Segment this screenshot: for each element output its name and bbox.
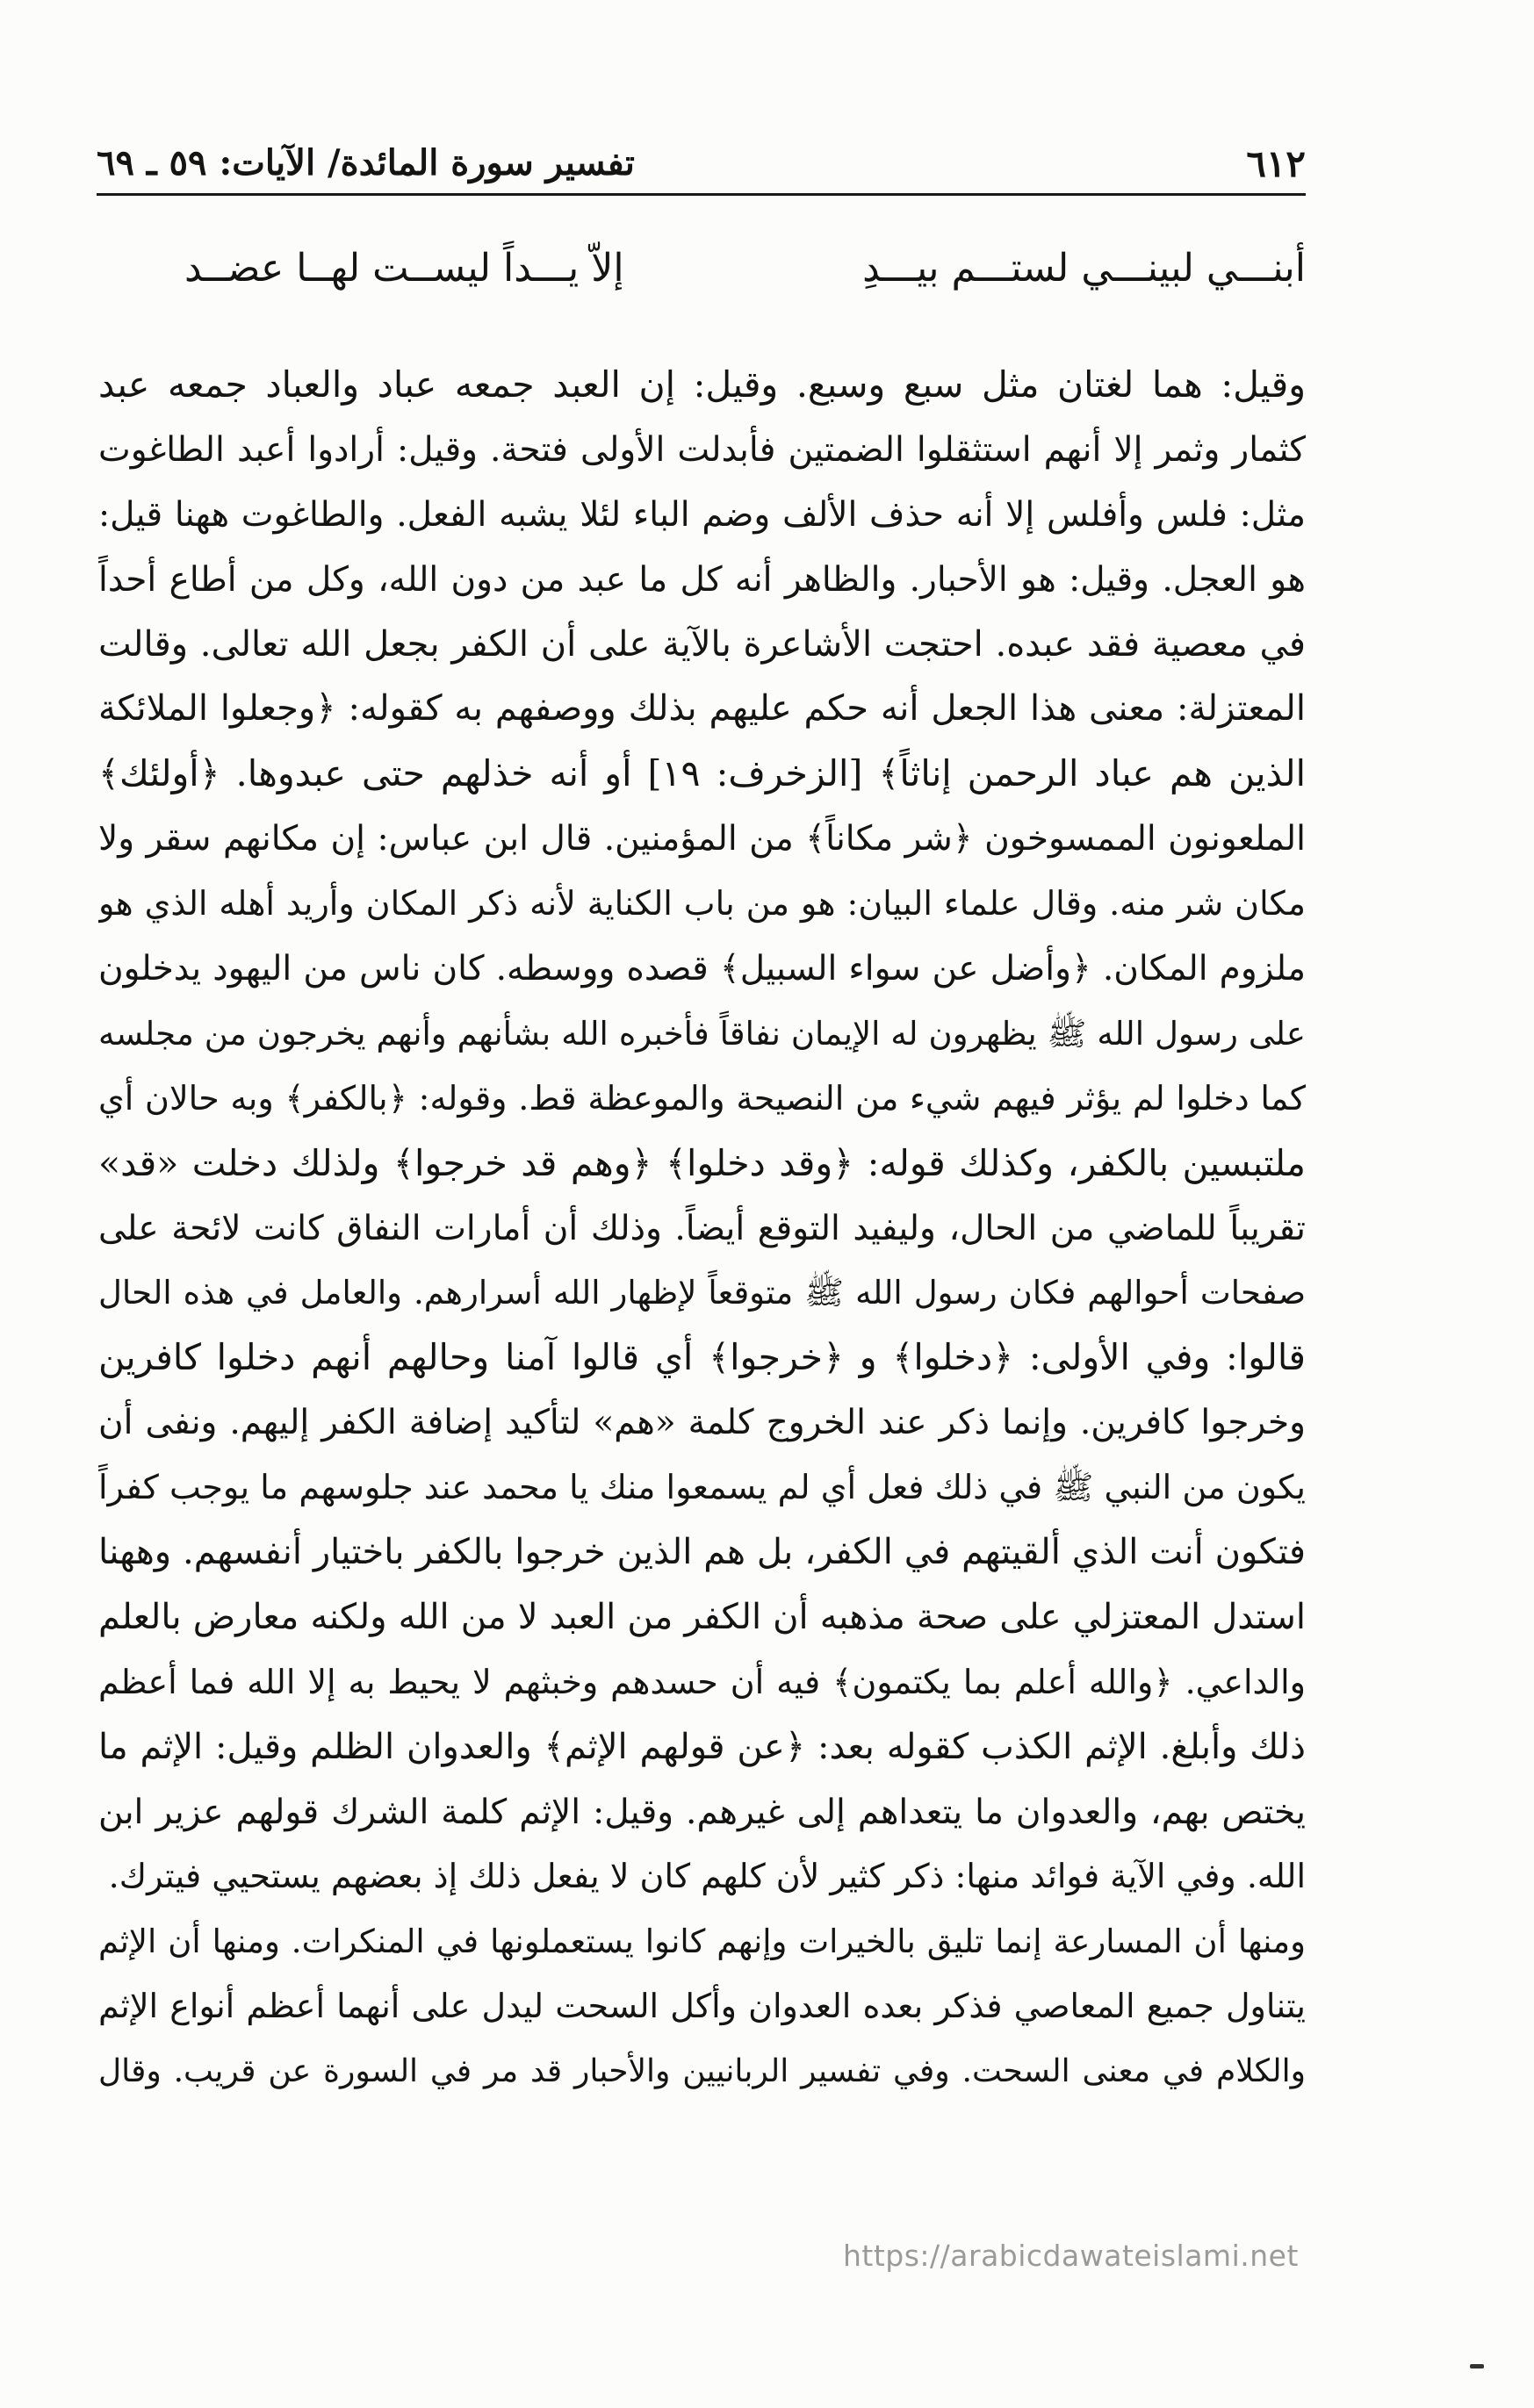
text-line: يختص بهم، والعدوان ما يتعداهم إلى غيرهم. وقيل: الإثم كلمة الشرك قولهم عزير ابن — [98, 1792, 1306, 1832]
text-line: وقيل: هما لغتان مثل سبع وسبع. وقيل: إن العبد جمعه عباد والعباد جمعه عبد — [98, 363, 1306, 406]
text-line: الله. وفي الآية فوائد منها: ذكر كثير لأن كلهم كان لا يفعل ذلك إذ بعضهم يستحيي فيترك. — [108, 1857, 1306, 1896]
text-line: ملتبسين بالكفر، وكذلك قوله: ﴿وقد دخلوا﴾ ﴿وهم قد خرجوا﴾ ولذلك دخلت «قد» — [98, 1141, 1306, 1184]
text-line: ومنها أن المسارعة إنما تليق بالخيرات وإنهم كانوا يستعملونها في المنكرات. ومنها أن الإثم — [98, 1923, 1306, 1961]
text-line: تقريباً للماضي من الحال، وليفيد التوقع أيضاً. وذلك أن أمارات النفاق كانت لائحة على — [98, 1208, 1306, 1248]
verse-first-hemistich: أبنـــي لبينـــي لستـــم بيـــدِ — [862, 246, 1306, 291]
text-line: مكان شر منه. وقال علماء البيان: هو من باب الكناية لأنه ذكر المكان وأريد أهله الذي هو — [98, 884, 1306, 924]
text-line: في معصية فقد عبده. احتجت الأشاعرة بالآية على أن الكفر بجعل الله تعالى. وقالت — [98, 623, 1306, 665]
running-title: تفسير سورة المائدة/ الآيات: ٥٩ ـ ٦٩ — [97, 142, 635, 183]
text-line: فتكون أنت الذي ألقيتهم في الكفر، بل هم الذين خرجوا بالكفر باختيار أنفسهم. وههنا — [98, 1532, 1306, 1573]
text-line: الملعونون الممسوخون ﴿شر مكاناً﴾ من المؤمنين. قال ابن عباس: إن مكانهم سقر ولا — [98, 819, 1306, 859]
text-line: كما دخلوا لم يؤثر فيهم شيء من النصيحة والموعظة قط. وقوله: ﴿بالكفر﴾ وبه حالان أي — [98, 1078, 1306, 1118]
text-line: يتناول جميع المعاصي فذكر بعده العدوان وأكل السحت ليدل على أنهما أعظم أنواع الإثم — [98, 1987, 1306, 2026]
scan-speck — [1470, 2364, 1484, 2368]
text-line: هو العجل. وقيل: هو الأحبار. والظاهر أنه كل ما عبد من دون الله، وكل من أطاع أحداً — [98, 559, 1306, 600]
text-line: ذلك وأبلغ. الإثم الكذب كقوله بعد: ﴿عن قولهم الإثم﴾ والعدوان الظلم وقيل: الإثم ما — [98, 1726, 1306, 1767]
text-line: مثل: فلس وأفلس إلا أنه حذف الألف وضم الباء لئلا يشبه الفعل. والطاغوت ههنا قيل: — [98, 494, 1306, 535]
text-line: يكون من النبي ﷺ في ذلك فعل أي لم يسمعوا منك يا محمد عند جلوسهم ما يوجب كفراً — [98, 1468, 1306, 1507]
text-line: كثمار وثمر إلا أنهم استثقلوا الضمتين فأبدلت الأولى فتحة. وقيل: أرادوا أعبد الطاغوت — [98, 429, 1306, 470]
text-line: قالوا: وفي الأولى: ﴿دخلوا﴾ و ﴿خرجوا﴾ أي قالوا آمنا وحالهم أنهم دخلوا كافرين — [98, 1336, 1306, 1379]
body-text — [98, 353, 1306, 2104]
text-line: الذين هم عباد الرحمن إناثاً﴾ [الزخرف: ١٩] أو أنه خذلهم حتى عبدوها. ﴿أولئك﴾ — [98, 752, 1306, 795]
watermark-url: https://arabicdawateislami.net — [843, 2239, 1299, 2273]
text-line: استدل المعتزلي على صحة مذهبه أن الكفر من العبد لا من الله ولكنه معارض بالعلم — [98, 1596, 1306, 1637]
text-line: والداعي. ﴿والله أعلم بما يكتمون﴾ فيه أن حسدهم وخبثهم لا يحيط به إلا الله فما أعظم — [98, 1662, 1306, 1701]
text-line: وخرجوا كافرين. وإنما ذكر عند الخروج كلمة «هم» لتأكيد إضافة الكفر إليهم. ونفى أن — [98, 1403, 1306, 1443]
text-line: والكلام في معنى السحت. وفي تفسير الربانيين والأحبار قد مر في السورة عن قريب. وقال — [98, 2053, 1306, 2090]
text-line: ملزوم المكان. ﴿وأضل عن سواء السبيل﴾ قصده ووسطه. كان ناس من اليهود يدخلون — [98, 949, 1306, 989]
text-line: المعتزلة: معنى هذا الجعل أنه حكم عليهم بذلك ووصفهم به كقوله: ﴿وجعلوا الملائكة — [98, 688, 1306, 730]
text-line: على رسول الله ﷺ يظهرون له الإيمان نفاقاً فأخبره الله بشأنهم وأنهم يخرجون من مجلسه — [98, 1014, 1306, 1053]
text-line: صفحات أحوالهم فكان رسول الله ﷺ متوقعاً لإظهار الله أسرارهم. والعامل في هذه الحال — [98, 1274, 1306, 1312]
page-header — [97, 132, 1306, 196]
verse-second-hemistich: إلاّ يـــداً ليســت لهــا عضــد — [184, 246, 624, 291]
page-number: ٦١٢ — [1246, 142, 1306, 185]
